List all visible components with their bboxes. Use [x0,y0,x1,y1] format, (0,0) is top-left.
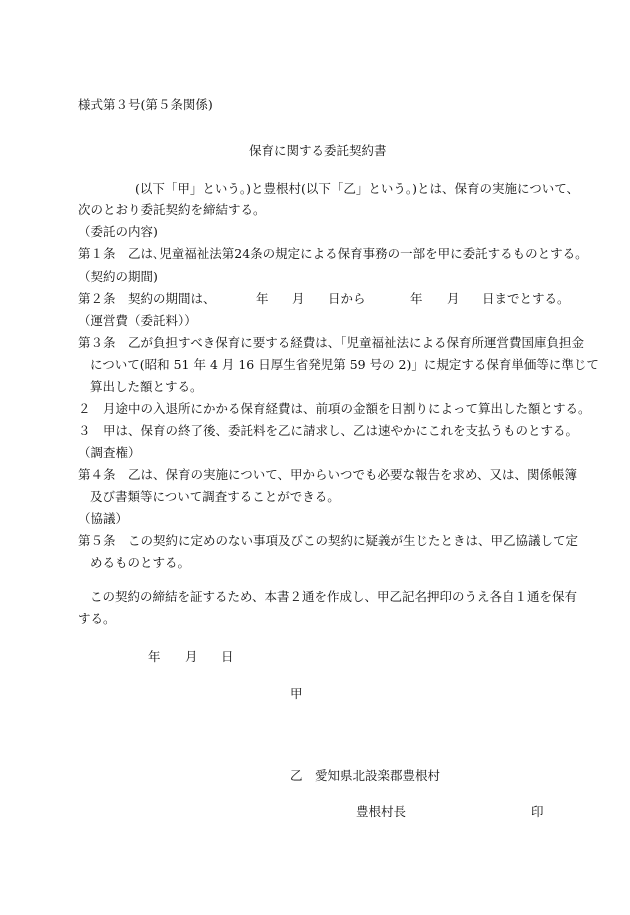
article-1-line: 第１条 乙は､児童福祉法第24条の規定による保育事務の一部を甲に委託するものとする。 [78,246,588,261]
article-5-heading: （協議） [78,511,129,526]
start-year-label: 年 [256,291,269,306]
date-month: 月 [185,649,198,664]
article-2-heading: （契約の期間) [78,269,158,284]
article-2-line [78,291,570,306]
preamble-line-1: (以下「甲」という。)と豊根村(以下「乙」という。)とは、保育の実施について、 [135,181,580,196]
article-4-line-1: 第４条 乙は、保育の実施について、甲からいつでも必要な報告を求め、又は、関係帳簿 [78,467,578,482]
date-year: 年 [148,649,161,664]
end-month-label: 月 [447,291,460,306]
article-3-paragraph-2: ２ 月途中の入退所にかかる保育経費は、前項の金額を日割りによって算出した額とする。 [78,401,591,416]
article-5-line-1: 第５条 この契約に定めのない事項及びこの契約に疑義が生じたときは、甲乙協議して定 [78,533,579,548]
article-3-line-1: 第３条 乙が負担すべき保育に要する経費は、「児童福祉法による保育所運営費国庫負担金 [78,335,585,350]
article-3-line-2: について(昭和 51 年 4 月 16 日厚生省発児第 59 号の 2)」に規定する保育単価等に準じて [90,357,599,372]
preamble-line-2: 次のとおり委託契約を締結する。 [78,202,266,217]
closing-line-1: この契約の締結を証するため、本書２通を作成し、甲乙記名押印のうえ各自１通を保有 [90,589,578,604]
party-b-address: 乙 愛知県北設楽郡豊根村 [290,768,441,783]
article-3-heading: （運営費（委託料）） [78,313,197,328]
article-5-line-2: めるものとする。 [90,555,191,570]
seal-mark: 印 [531,804,544,819]
article-2-text: 第２条 契約の期間は、 [78,291,216,306]
end-year-label: 年 [410,291,423,306]
article-4-line-2: 及び書類等について調査することができる。 [90,489,340,504]
signing-date [148,649,234,664]
village-mayor-title: 豊根村長 [356,804,407,819]
article-3-line-3: 算出した額とする。 [90,379,203,394]
date-day: 日 [221,649,234,664]
start-month-label: 月 [292,291,305,306]
article-3-paragraph-3: ３ 甲は、保育の終了後、委託料を乙に請求し、乙は速やかにこれを支払うものとする。 [78,423,579,438]
article-1-heading: （委託の内容) [78,224,158,239]
start-day-label: 日から [328,291,366,306]
form-number: 様式第３号(第５条関係) [78,97,213,112]
closing-line-2: する。 [78,611,116,626]
party-a-label: 甲 [290,686,303,701]
article-4-heading: （調査権） [78,445,141,460]
end-day-label: 日までとする。 [482,291,570,306]
document-title: 保育に関する委託契約書 [249,143,387,158]
